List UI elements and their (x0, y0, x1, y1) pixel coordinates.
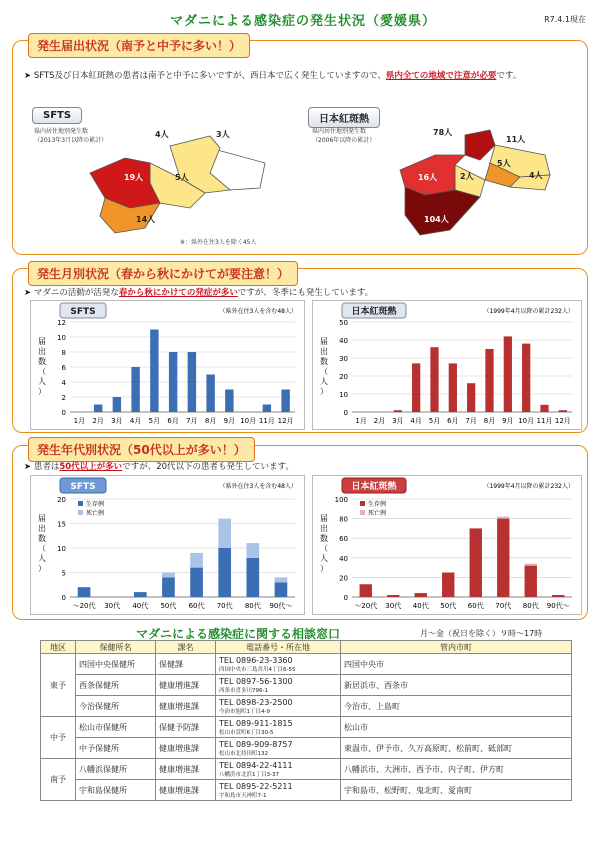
area-cell: 四国中央市 (341, 654, 572, 675)
legend-label: 死亡例 (86, 510, 105, 517)
office-cell: 中予保健所 (76, 738, 156, 759)
bar (246, 543, 259, 558)
y-tick-label: 10 (57, 545, 66, 553)
col-region: 地区 (41, 641, 76, 654)
legend-swatch (360, 501, 365, 506)
jsf-count-e: 5人 (497, 159, 511, 168)
x-tick-label: 11月 (258, 417, 275, 425)
chart-monthly-jsf (312, 300, 582, 430)
y-axis-label-char: 数 (38, 357, 46, 366)
y-tick-label: 0 (343, 594, 348, 602)
x-tick-label: 30代 (104, 602, 121, 610)
jsf-count-c: 16人 (418, 173, 438, 182)
address: 西条市喜多川796-1 (219, 687, 268, 694)
x-tick-label: 30代 (385, 602, 402, 610)
office-cell: 宇和島保健所 (76, 780, 156, 801)
x-tick-label: 8月 (204, 417, 217, 425)
dept-cell: 健康増進課 (156, 738, 216, 759)
chart-monthly-sfts (30, 300, 305, 430)
x-tick-label: 7月 (465, 417, 477, 425)
legend-label: 生存例 (368, 501, 387, 508)
x-tick-label: 90代〜 (546, 602, 570, 610)
y-tick-label: 4 (61, 379, 66, 387)
bar (470, 528, 482, 597)
sfts-count-east2: 4人 (155, 130, 169, 139)
bar (552, 595, 564, 597)
y-axis-label-char: （ (320, 544, 328, 553)
jsf-count-f: 4人 (529, 171, 543, 180)
office-cell: 松山市保健所 (76, 717, 156, 738)
y-axis-label-char: ） (38, 564, 46, 573)
x-tick-label: 4月 (410, 417, 422, 425)
bar (497, 519, 509, 597)
area-cell: 八幡浜市、大洲市、西予市、内子町、伊方町 (341, 759, 572, 780)
x-tick-label: 40代 (132, 602, 149, 610)
x-tick-label: 40代 (412, 602, 429, 610)
y-tick-label: 12 (57, 319, 66, 327)
area-cell: 今治市、上島町 (341, 696, 572, 717)
bar (415, 593, 427, 597)
y-axis-label-char: 人 (320, 554, 328, 563)
bar (113, 397, 121, 412)
x-tick-label: 8月 (483, 417, 496, 425)
area-cell: 松山市 (341, 717, 572, 738)
sfts-count-south-n: 19人 (124, 173, 144, 182)
dept-cell: 健康増進課 (156, 675, 216, 696)
y-tick-label: 0 (61, 594, 66, 602)
jsf-map-tag: 日本紅斑熱 (308, 107, 380, 128)
contact-cell (216, 654, 341, 675)
x-tick-label: 10月 (240, 417, 257, 425)
contact-cell (216, 717, 341, 738)
dept-cell: 健康増進課 (156, 696, 216, 717)
y-tick-label: 30 (339, 355, 348, 363)
contact-cell (216, 696, 341, 717)
chart-title: SFTS (70, 482, 96, 492)
dept-cell: 健康増進課 (156, 759, 216, 780)
y-tick-label: 10 (57, 334, 66, 342)
jsf-count-b: 11人 (506, 135, 526, 144)
bar (78, 587, 91, 597)
legend-label: 死亡例 (368, 510, 387, 517)
sfts-map-footnote: ※：県外在住3人を除く45人 (180, 239, 257, 246)
bar (263, 405, 271, 413)
region-cell: 南予 (41, 759, 76, 801)
jsf-map-note: 県内居住地別発生数 （2006年以降の累計） (312, 128, 376, 144)
x-tick-label: 70代 (495, 602, 512, 610)
sfts-count-south-s: 14人 (136, 215, 156, 224)
col-contact: 電話番号・所在地 (216, 641, 341, 654)
table-row (41, 717, 572, 738)
area-cell: 新居浜市、西条市 (341, 675, 572, 696)
bar (449, 363, 457, 412)
chart-title: 日本紅斑熱 (351, 482, 397, 492)
bar (281, 390, 289, 413)
address: 松山市萱町6丁目30-5 (219, 729, 274, 736)
y-axis-label-char: 届 (320, 337, 328, 346)
phone-number[interactable]: TEL 0895-22-5211 (219, 781, 293, 791)
y-axis-label-char: （ (38, 544, 46, 553)
area-cell: 宇和島市、松野町、鬼北町、愛南町 (341, 780, 572, 801)
bullet-icon: ➤ (24, 288, 34, 298)
y-axis-label-char: 出 (320, 524, 328, 533)
region-cell: 東予 (41, 654, 76, 717)
section-age-heading: 発生年代別状況（50代以上が多い！） (28, 437, 255, 462)
phone-number[interactable]: TEL 089-911-1815 (219, 718, 293, 728)
bar (485, 349, 493, 412)
y-axis-label-char: 出 (320, 347, 328, 356)
office-cell: 八幡浜保健所 (76, 759, 156, 780)
consult-title: マダニによる感染症に関する相談窓口 (136, 627, 341, 641)
table-row (41, 759, 572, 780)
jsf-count-d: 2人 (460, 172, 474, 181)
office-cell: 四国中央保健所 (76, 654, 156, 675)
phone-number[interactable]: TEL 0897-56-1300 (219, 676, 293, 686)
x-tick-label: 11月 (536, 417, 553, 425)
x-tick-label: 3月 (111, 417, 123, 425)
address: 宇和島市天神町7-1 (219, 792, 267, 799)
jsf-region-g (405, 187, 480, 235)
bar (150, 330, 158, 413)
col-area: 管内市町 (341, 641, 572, 654)
area-cell: 東温市、伊予市、久万高原町、松前町、砥部町 (341, 738, 572, 759)
section-occurrence-heading: 発生届出状況（南予と中予に多い！） (28, 33, 250, 58)
sfts-count-east1: 3人 (216, 130, 230, 139)
y-tick-label: 80 (339, 515, 348, 524)
x-tick-label: 6月 (447, 417, 459, 425)
bar (190, 553, 203, 568)
y-tick-label: 100 (334, 496, 348, 504)
x-tick-label: 9月 (502, 417, 514, 425)
x-tick-label: 60代 (467, 602, 484, 610)
y-axis-label-char: 届 (38, 337, 46, 346)
y-axis-label-char: 数 (320, 534, 328, 543)
bar (559, 410, 567, 412)
bar (522, 344, 530, 412)
y-axis-label-char: ） (320, 564, 328, 573)
y-tick-label: 6 (61, 364, 66, 372)
y-axis-label-char: ） (38, 387, 46, 396)
bar (387, 595, 399, 597)
x-tick-label: 7月 (186, 417, 198, 425)
table-row (41, 696, 572, 717)
x-tick-label: 60代 (188, 602, 205, 610)
consult-table-header (41, 641, 572, 654)
section-occurrence-lead: ➤ SFTS及び日本紅斑熱の患者は南予と中予に多いですが、西日本で広く発生していますので、県内全ての地域で注意が必要です。 (24, 71, 522, 81)
bar (190, 568, 203, 597)
bar (360, 584, 372, 597)
jsf-count-a: 78人 (433, 128, 453, 137)
table-row (41, 780, 572, 801)
phone-number[interactable]: TEL 0894-22-4111 (219, 760, 293, 770)
contact-cell (216, 780, 341, 801)
jsf-count-g: 104人 (424, 215, 449, 224)
address: 今治市旭町1丁目4-9 (219, 708, 270, 715)
bar (162, 577, 175, 597)
office-cell: 西条保健所 (76, 675, 156, 696)
bar (467, 383, 475, 412)
bar (134, 592, 147, 597)
bar (442, 573, 454, 598)
table-row (41, 738, 572, 759)
y-tick-label: 20 (339, 574, 348, 583)
y-tick-label: 0 (61, 409, 66, 417)
y-tick-label: 0 (343, 409, 348, 417)
chart-title: SFTS (70, 307, 96, 317)
bar (246, 558, 259, 597)
sfts-region-south-n (90, 158, 160, 208)
y-tick-label: 8 (61, 349, 66, 357)
consult-hours: 月〜金（祝日を除く）９時〜17時 (420, 629, 543, 638)
sfts-count-mid: 5人 (175, 173, 189, 182)
bar (504, 336, 512, 412)
y-tick-label: 15 (57, 520, 66, 529)
bar (412, 363, 420, 412)
x-tick-label: 80代 (522, 602, 539, 610)
x-tick-label: 6月 (167, 417, 179, 425)
x-tick-label: 〜20代 (354, 602, 378, 610)
y-tick-label: 2 (61, 394, 66, 402)
bar (540, 405, 548, 412)
bar (275, 582, 288, 597)
x-tick-label: 3月 (392, 417, 404, 425)
office-cell: 今治保健所 (76, 696, 156, 717)
section-monthly-heading: 発生月別状況（春から秋にかけてが要注意！） (28, 261, 298, 286)
bar (430, 347, 438, 412)
bar (394, 410, 402, 412)
bar (225, 390, 233, 413)
y-tick-label: 5 (61, 569, 66, 578)
y-axis-label-char: 数 (320, 357, 328, 366)
jsf-map (380, 125, 560, 240)
address: 四国中央市三島宮川4丁目6-55 (219, 666, 296, 673)
chart-title: 日本紅斑熱 (351, 307, 397, 317)
x-tick-label: 50代 (440, 602, 457, 610)
table-row (41, 654, 572, 675)
bar (525, 564, 537, 566)
chart-note: （県外在住3人を含む48人） (219, 483, 297, 490)
x-tick-label: 90代〜 (269, 602, 293, 610)
legend-swatch (78, 501, 83, 506)
bullet-icon: ➤ (24, 462, 34, 472)
y-tick-label: 40 (339, 554, 348, 563)
dept-cell: 健康増進課 (156, 780, 216, 801)
consult-table (40, 640, 572, 801)
x-tick-label: 1月 (355, 417, 367, 425)
contact-cell (216, 738, 341, 759)
x-tick-label: 2月 (373, 417, 386, 425)
phone-number[interactable]: TEL 0898-23-2500 (219, 697, 293, 707)
sfts-map-note: 県内居住地別発生数 （2013年3月以降の累計） (34, 128, 108, 144)
bar (218, 548, 231, 597)
y-tick-label: 20 (57, 496, 66, 504)
legend-swatch (360, 510, 365, 515)
y-axis-label-char: （ (320, 367, 328, 376)
table-row (41, 675, 572, 696)
x-tick-label: 1月 (73, 417, 86, 425)
x-tick-label: 9月 (223, 417, 236, 425)
y-axis-label-char: 人 (38, 554, 46, 563)
chart-age-sfts (30, 475, 305, 615)
y-tick-label: 10 (339, 391, 348, 399)
x-tick-label: 4月 (129, 417, 142, 425)
contact-cell (216, 759, 341, 780)
legend-label: 生存例 (86, 501, 105, 508)
x-tick-label: 70代 (216, 602, 233, 610)
bar (131, 367, 139, 412)
col-dept: 課名 (156, 641, 216, 654)
chart-note: （1999年4月以降の累計232人） (483, 308, 574, 315)
y-axis-label-char: 数 (38, 534, 46, 543)
x-tick-label: 50代 (160, 602, 177, 610)
address: 松山市北持田町132 (219, 750, 268, 757)
y-axis-label-char: ） (320, 387, 328, 396)
section-monthly-lead: ➤ マダニの活動が活発な春から秋にかけての発症が多いですが、冬季にも発生しています。 (24, 288, 374, 298)
x-tick-label: 12月 (277, 417, 294, 425)
x-tick-label: 12月 (554, 417, 571, 425)
legend-swatch (78, 510, 83, 515)
y-tick-label: 40 (339, 337, 348, 345)
col-office: 保健所名 (76, 641, 156, 654)
y-tick-label: 60 (339, 535, 348, 544)
jsf-region-a (465, 130, 495, 160)
y-axis-label-char: 人 (320, 377, 328, 386)
x-tick-label: 〜20代 (72, 602, 96, 610)
contact-cell (216, 675, 341, 696)
y-tick-label: 50 (339, 319, 348, 327)
section-age-lead: ➤ 患者は50代以上が多いですが、20代以下の患者も発生しています。 (24, 462, 294, 472)
x-tick-label: 5月 (428, 417, 441, 425)
y-axis-label-char: 届 (38, 514, 46, 523)
y-axis-label-char: 出 (38, 524, 46, 533)
x-tick-label: 2月 (92, 417, 104, 425)
bar (275, 577, 288, 582)
address: 八幡浜市北浜1丁目3-37 (219, 771, 279, 778)
y-axis-label-char: 出 (38, 347, 46, 356)
chart-note: （県外在住3人を含む48人） (219, 308, 297, 315)
phone-number[interactable]: TEL 0896-23-3360 (219, 655, 293, 665)
bar (218, 519, 231, 548)
y-axis-label-char: 人 (38, 377, 46, 386)
bar (169, 352, 177, 412)
bar (162, 573, 175, 578)
dept-cell: 保健課 (156, 654, 216, 675)
dept-cell: 保健予防課 (156, 717, 216, 738)
bar (525, 566, 537, 597)
chart-age-jsf (312, 475, 582, 615)
bullet-icon: ➤ (24, 71, 34, 81)
bar (206, 375, 214, 413)
page-title: マダニによる感染症の発生状況（愛媛県） (170, 14, 437, 29)
bar (94, 405, 102, 413)
bar (188, 352, 196, 412)
sfts-map (70, 118, 270, 238)
y-axis-label-char: （ (38, 367, 46, 376)
y-axis-label-char: 届 (320, 514, 328, 523)
bar (497, 517, 509, 519)
x-tick-label: 80代 (244, 602, 261, 610)
as-of-date: R7.4.1現在 (544, 15, 586, 24)
chart-note: （1999年4月以降の累計232人） (483, 483, 574, 490)
x-tick-label: 10月 (518, 417, 535, 425)
region-cell: 中予 (41, 717, 76, 759)
phone-number[interactable]: TEL 089-909-8757 (219, 739, 293, 749)
x-tick-label: 5月 (148, 417, 161, 425)
sfts-map-tag: SFTS (32, 107, 82, 124)
y-tick-label: 20 (339, 373, 348, 381)
